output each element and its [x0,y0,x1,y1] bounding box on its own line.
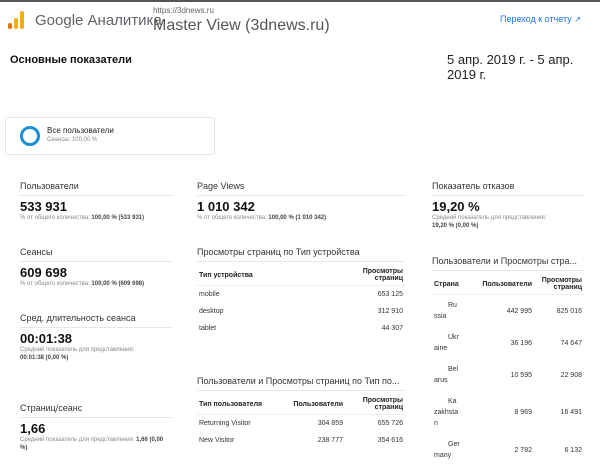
device-table-card [197,247,405,337]
table-row [432,434,584,466]
segment-name: Все пользователи [47,126,114,135]
metric-value: 1,66 [20,421,46,436]
metric-sub-label: % от общего количества: [197,215,267,221]
brand-name: Google Аналитика [35,12,162,29]
metric-sub-label: Средний показатель для представления: [20,437,135,443]
cell: 6 132 [564,446,582,454]
table-row [432,391,584,434]
table-row [197,432,405,449]
table-row [432,327,584,359]
cell: desktop [199,308,224,315]
cell: mobile [199,291,220,298]
device-table [197,265,405,337]
metric-sub-value: 100,00 % (533 931) [91,215,145,221]
usertype-table [197,394,405,449]
metric-title: Page Views [197,181,405,196]
cell: 74 647 [560,339,582,347]
cell: Russia [434,302,457,320]
metric-title: Показатель отказов [432,181,584,196]
metric-sub-label: Средний показатель для представления: [20,347,135,353]
country-table-card [432,256,584,466]
table-row [197,303,405,320]
go-to-report-label[interactable]: Переход к отчету [500,14,572,24]
cell: 655 726 [377,420,403,427]
metric-title: Страниц/сеанс [20,403,172,418]
column-header[interactable]: Просмотры страниц [534,274,584,295]
go-to-report-link[interactable] [500,14,581,24]
segment-sub: Сеансы: 100,00 % [47,137,98,143]
column-header[interactable]: Тип пользователя [197,394,267,415]
cell: 312 910 [377,308,403,315]
metric-value: 1 010 342 [197,199,255,214]
table-row [197,320,405,337]
metric-sub-label: % от общего количества: [20,215,90,221]
metric-sub-value: 100,00 % (609 698) [91,281,145,287]
cell: 22 908 [560,371,582,379]
metric-page-views [197,181,405,222]
cell: Belarus [434,366,459,384]
metric-value: 609 698 [20,265,67,280]
date-range: 5 апр. 2019 г. - 5 апр. 2019 г. [447,52,574,82]
cell: 8 969 [514,409,532,416]
cell: 10 595 [510,371,532,379]
metric-sub-label: % от общего количества: [20,281,90,287]
table-title: Просмотры страниц по Тип устройства [197,247,405,262]
column-header[interactable]: Пользователи [267,394,345,415]
metric-pages-per-session [20,403,172,452]
cell: 2 782 [514,446,532,454]
cell: 825 016 [556,307,582,315]
metric-avg-session-duration [20,313,172,362]
metric-value: 533 931 [20,199,67,214]
table-row [197,415,405,433]
table-row [432,295,584,328]
view-name: Master View (3dnews.ru) [153,17,330,34]
top-border [0,0,600,2]
table-row [197,286,405,304]
table-title: Пользователи и Просмотры стра... [432,256,584,271]
metric-sub-label: Средний показатель для представления: [432,215,547,221]
cell: 304 859 [317,420,343,427]
column-header[interactable]: Просмотры страниц [345,265,405,286]
analytics-logo-icon [8,11,26,29]
cell: 238 777 [317,437,343,444]
cell: 653 125 [377,291,403,298]
cell: 36 196 [510,339,532,347]
external-link-icon: ↗ [574,15,581,24]
page-title: Основные показатели [10,54,132,66]
metric-sub-value: 100,00 % (1 010 342) [268,215,327,221]
column-header[interactable]: Тип устройства [197,265,345,286]
cell: Kazakhstan [434,398,459,427]
metric-users [20,181,172,222]
cell: Ukraine [434,334,459,352]
cell: tablet [199,325,217,332]
usertype-table-card [197,376,405,449]
metric-bounce-rate [432,181,584,230]
cell: 44 307 [381,325,403,332]
segment-ring-icon [20,126,40,146]
table-title: Пользователи и Просмотры страниц по Тип по... [197,376,405,391]
metric-title: Сред. длительность сеанса [20,313,172,328]
metric-title: Сеансы [20,247,172,262]
cell: 354 616 [377,437,403,444]
cell: 16 491 [560,409,582,416]
cell: New Visitor [199,437,235,444]
metric-sub-value: 00:01:38 (0,00 %) [20,355,69,361]
cell: Returning Visitor [199,420,251,427]
column-header[interactable]: Просмотры страниц [345,394,405,415]
table-row [432,359,584,391]
metric-sub-value: 1,66 (0,00 %) [20,437,164,451]
metric-value: 19,20 % [432,199,480,214]
cell: 442 995 [506,307,532,315]
segment-card[interactable] [5,117,215,155]
column-header[interactable]: Страна [432,274,462,295]
metric-sub-value: 19,20 % (0,00 %) [432,223,479,229]
metric-title: Пользователи [20,181,172,196]
cell: Germany [434,441,460,459]
site-url: https://3dnews.ru [153,6,214,15]
country-table [432,274,584,466]
metric-sessions [20,247,172,288]
metric-value: 00:01:38 [20,331,73,346]
column-header[interactable]: Пользователи [462,274,534,295]
